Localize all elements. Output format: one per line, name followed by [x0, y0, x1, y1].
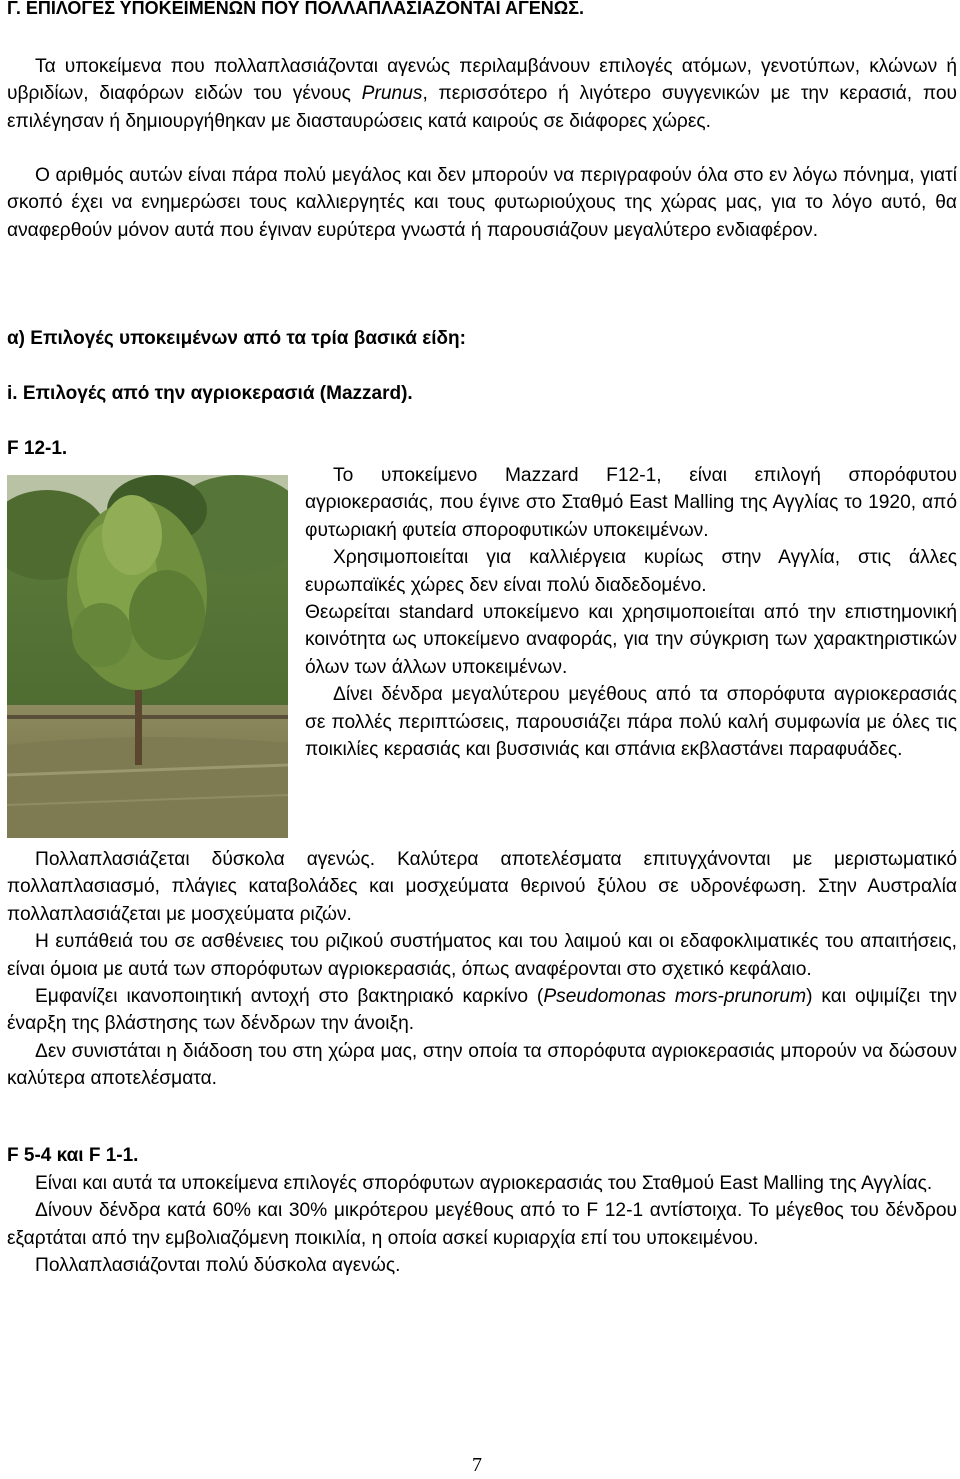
intro-paragraph-2: Ο αριθμός αυτών είναι πάρα πολύ μεγάλος και δεν μπορούν να περιγραφούν όλα στο εν λόγω πόνημα, γιατί σκοπό έχει να ενημερώσει τους καλλιεργητές και τους φυτωριούχους της χώρας μας, για το λόγο αυτό, θα αναφερθούν μόνον αυτά που έγιναν ευρύτερα γνωστά ή παρουσιάζουν μεγαλύτερο ενδιαφέρον. — [7, 165, 957, 241]
f54-paragraph-2: Δίνουν δένδρα κατά 60% και 30% μικρότερου μεγέθους από το F 12-1 αντίστοιχα. Το μέγεθος του δένδρου εξαρτάται από την εμβολιαζόμενη ποικιλία, η οποία ασκεί κυριαρχία επί του υποκειμένου. — [7, 1200, 957, 1249]
f54-paragraph-1: Είναι και αυτά τα υποκείμενα επιλογές σπορόφυτων αγριοκερασιάς του Σταθμού East Malling της Αγγλίας. — [35, 1173, 933, 1194]
section-title: Γ. ΕΠΙΛΟΓΕΣ ΥΠΟΚΕΙΜΕΝΩΝ ΠΟΥ ΠΟΛΛΑΠΛΑΣΙΑΖΟΝΤΑΙ ΑΓΕΝΩΣ. — [7, 0, 585, 18]
f12-p7-pathogen: Pseudomonas mors-prunorum — [543, 986, 807, 1008]
f12-paragraph-1: Το υποκείμενο Mazzard F12-1, είναι επιλογή σπορόφυτου αγριοκερασιάς, που έγινε στο Σταθμό East Malling της Αγγλίας το 1920, από φυτωριακή φυτεία σποροφυτικών υποκειμένων. — [305, 465, 957, 541]
f12-description — [305, 462, 957, 763]
intro-p1-genus: Prunus — [361, 83, 423, 105]
f54-description — [7, 1170, 957, 1280]
intro-p1-end: , περισσότερο ή λιγότερο συγγενικών με την κερασιά, που επιλέγησαν ή δημιουργήθηκαν με διασταυρώσεις κατά καιρούς σε διάφορες χώρες. — [7, 83, 957, 132]
intro-paragraph-1 — [7, 53, 957, 135]
heading-f12: F 12-1. — [7, 438, 68, 459]
f12-paragraph-8: Δεν συνιστάται η διάδοση του στη χώρα μας, στην οποία τα σπορόφυτα αγριοκερασιάς μπορούν να δώσουν καλύτερα αποτελέσματα. — [7, 1040, 957, 1090]
heading-i: i. Επιλογές από την αγριοκερασιά (Mazzard). — [7, 383, 413, 404]
f12-paragraph-7 — [7, 983, 957, 1038]
f12-paragraph-3: Θεωρείται standard υποκείμενο και χρησιμοποιείται από την επιστημονική κοινότητα ως υποκείμενο αναφοράς, για την σύγκριση των χαρακτηριστικών όλων των άλλων υποκειμένων. — [305, 602, 957, 678]
f12-paragraph-2: Χρησιμοποιείται για καλλιέργεια κυρίως στην Αγγλία, στις άλλες ευρωπαϊκές χώρες δεν είναι πολύ διαδεδομένο. — [305, 547, 957, 596]
f12-paragraph-6: Η ευπάθειά του σε ασθένειες του ριζικού συστήματος και του λαιμού και οι εδαφοκλιματικές του απαιτήσεις, είναι όμοια με αυτά των σπορόφυτων αγριοκερασιάς, όπως αναφέρονται στο σχετικό κεφάλαιο. — [7, 931, 957, 980]
tree-photo — [7, 475, 288, 838]
tree-photo-image — [7, 475, 288, 838]
f12-paragraph-5: Πολλαπλασιάζεται δύσκολα αγενώς. Καλύτερα αποτελέσματα επιτυγχάνονται με μεριστωματικό πολλαπλασιασμό, πλάγιες καταβολάδες και μοσχεύματα θερινού ξύλου σε υδρονέφωση. Στην Αυστραλία πολλαπλασιάζεται με μοσχεύματα ριζών. — [7, 849, 957, 925]
f12-paragraph-4: Δίνει δένδρα μεγαλύτερου μεγέθους από τα σπορόφυτα αγριοκερασιάς σε πολλές περιπτώσεις, παρουσιάζει πάρα πολύ καλή συμφωνία με όλες τις ποικιλίες κερασιάς και βυσσινιάς και σπάνια εκβλαστάνει παραφυάδες. — [305, 684, 957, 761]
f12-p7-start: Εμφανίζει ικανοποιητική αντοχή στο βακτηριακό καρκίνο ( — [35, 986, 544, 1008]
page-number: 7 — [472, 1454, 482, 1476]
heading-f54: F 5-4 και F 1-1. — [7, 1145, 139, 1166]
f12-continued — [7, 846, 957, 1093]
f12-p7-end: ) και οψιμίζει την έναρξη της βλάστησης των δένδρων την άνοιξη. — [7, 986, 958, 1035]
intro-p1-start: Τα υποκείμενα που πολλαπλασιάζονται αγενώς περιλαμβάνουν επιλογές ατόμων, γενοτύπων, κλώνων ή υβριδίων, διαφόρων ειδών του γένους — [7, 56, 957, 105]
heading-a: α) Επιλογές υποκειμένων από τα τρία βασικά είδη: — [7, 328, 466, 349]
f54-paragraph-3: Πολλαπλασιάζονται πολύ δύσκολα αγενώς. — [35, 1255, 401, 1277]
